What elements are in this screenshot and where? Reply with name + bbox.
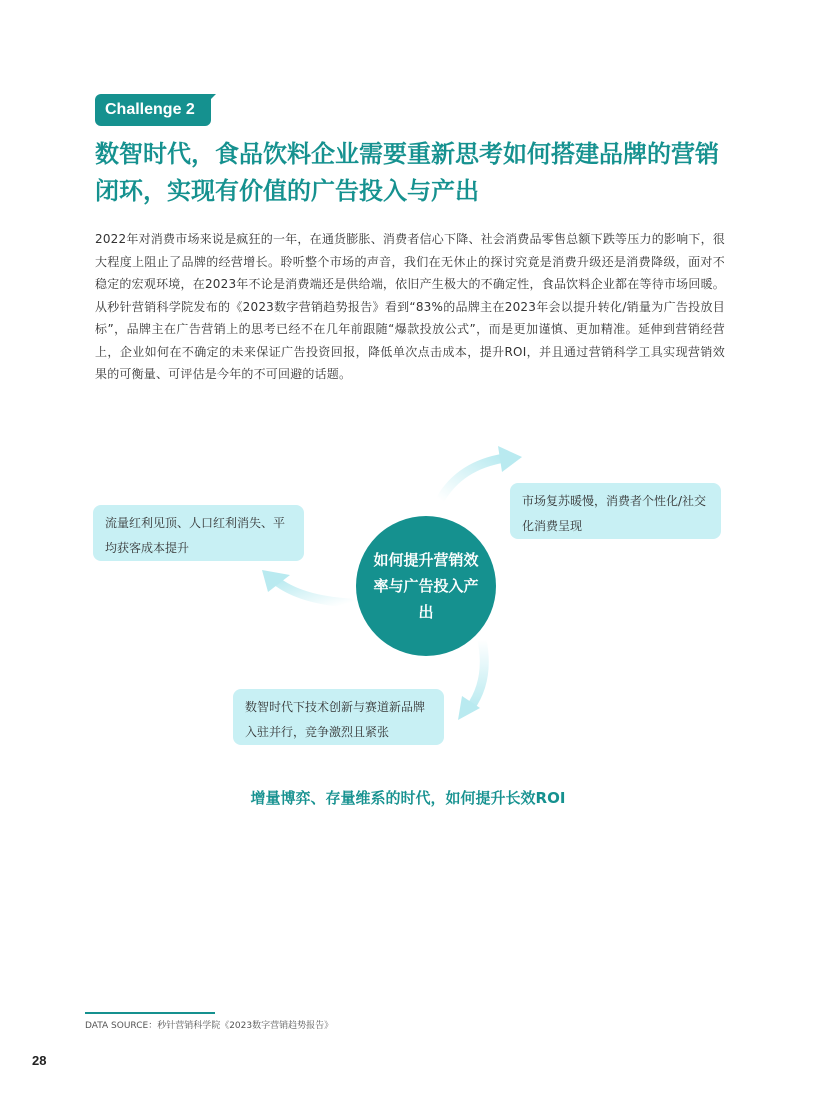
challenge-box-left: 流量红利见顶、人口红利消失、平均获客成本提升 — [93, 505, 304, 561]
center-circle-label: 如何提升营销效率与广告投入产出 — [373, 551, 479, 621]
page-title: 数智时代，食品饮料企业需要重新思考如何搭建品牌的营销闭环，实现有价值的广告投入与产出 — [95, 140, 719, 205]
arrow-left — [262, 570, 350, 603]
diagram-subtitle: 增量博弈、存量维系的时代，如何提升长效ROI — [250, 789, 566, 807]
arrow-bottom — [458, 640, 484, 720]
challenge-badge: Challenge 2 — [95, 94, 211, 126]
page-number: 28 — [32, 1053, 47, 1068]
challenge-box-right: 市场复苏暖慢，消费者个性化/社交化消费呈现 — [510, 483, 721, 539]
source-divider — [85, 1012, 215, 1014]
challenge-box-bottom: 数智时代下技术创新与赛道新品牌入驻并行，竞争激烈且紧张 — [233, 689, 444, 745]
body-paragraph: 2022年对消费市场来说是疯狂的一年，在通货膨胀、消费者信心下降、社会消费品零售总额下跌等压力的影响下，很大程度上阻止了品牌的经营增长。聆听整个市场的声音，我们在无休止的探讨究竟是消费升级还是消费降级，面对不稳定的宏观环境，在2023年不论是消费端还是供给端，依旧产生极大的不确定性，食品饮料企业都在等待市场回暖。从秒针营销科学院发布的《2023数字营销趋势报告》看到“83%的品牌主在2023年会以提升转化/销量为广告投放目标”，品牌主在广告营销上的思考已经不在几年前跟随“爆款投放公式”，而是更加谨慎、更加精准。延伸到营销经营上，企业如何在不确定的未来保证广告投资回报，降低单次点击成本，提升ROI，并且通过营销科学工具实现营销效果的可衡量、可评估是今年的不可回避的话题。 — [95, 232, 725, 381]
data-source: DATA SOURCE：秒针营销科学院《2023数字营销趋势报告》 — [85, 1021, 334, 1031]
center-circle — [356, 516, 496, 656]
